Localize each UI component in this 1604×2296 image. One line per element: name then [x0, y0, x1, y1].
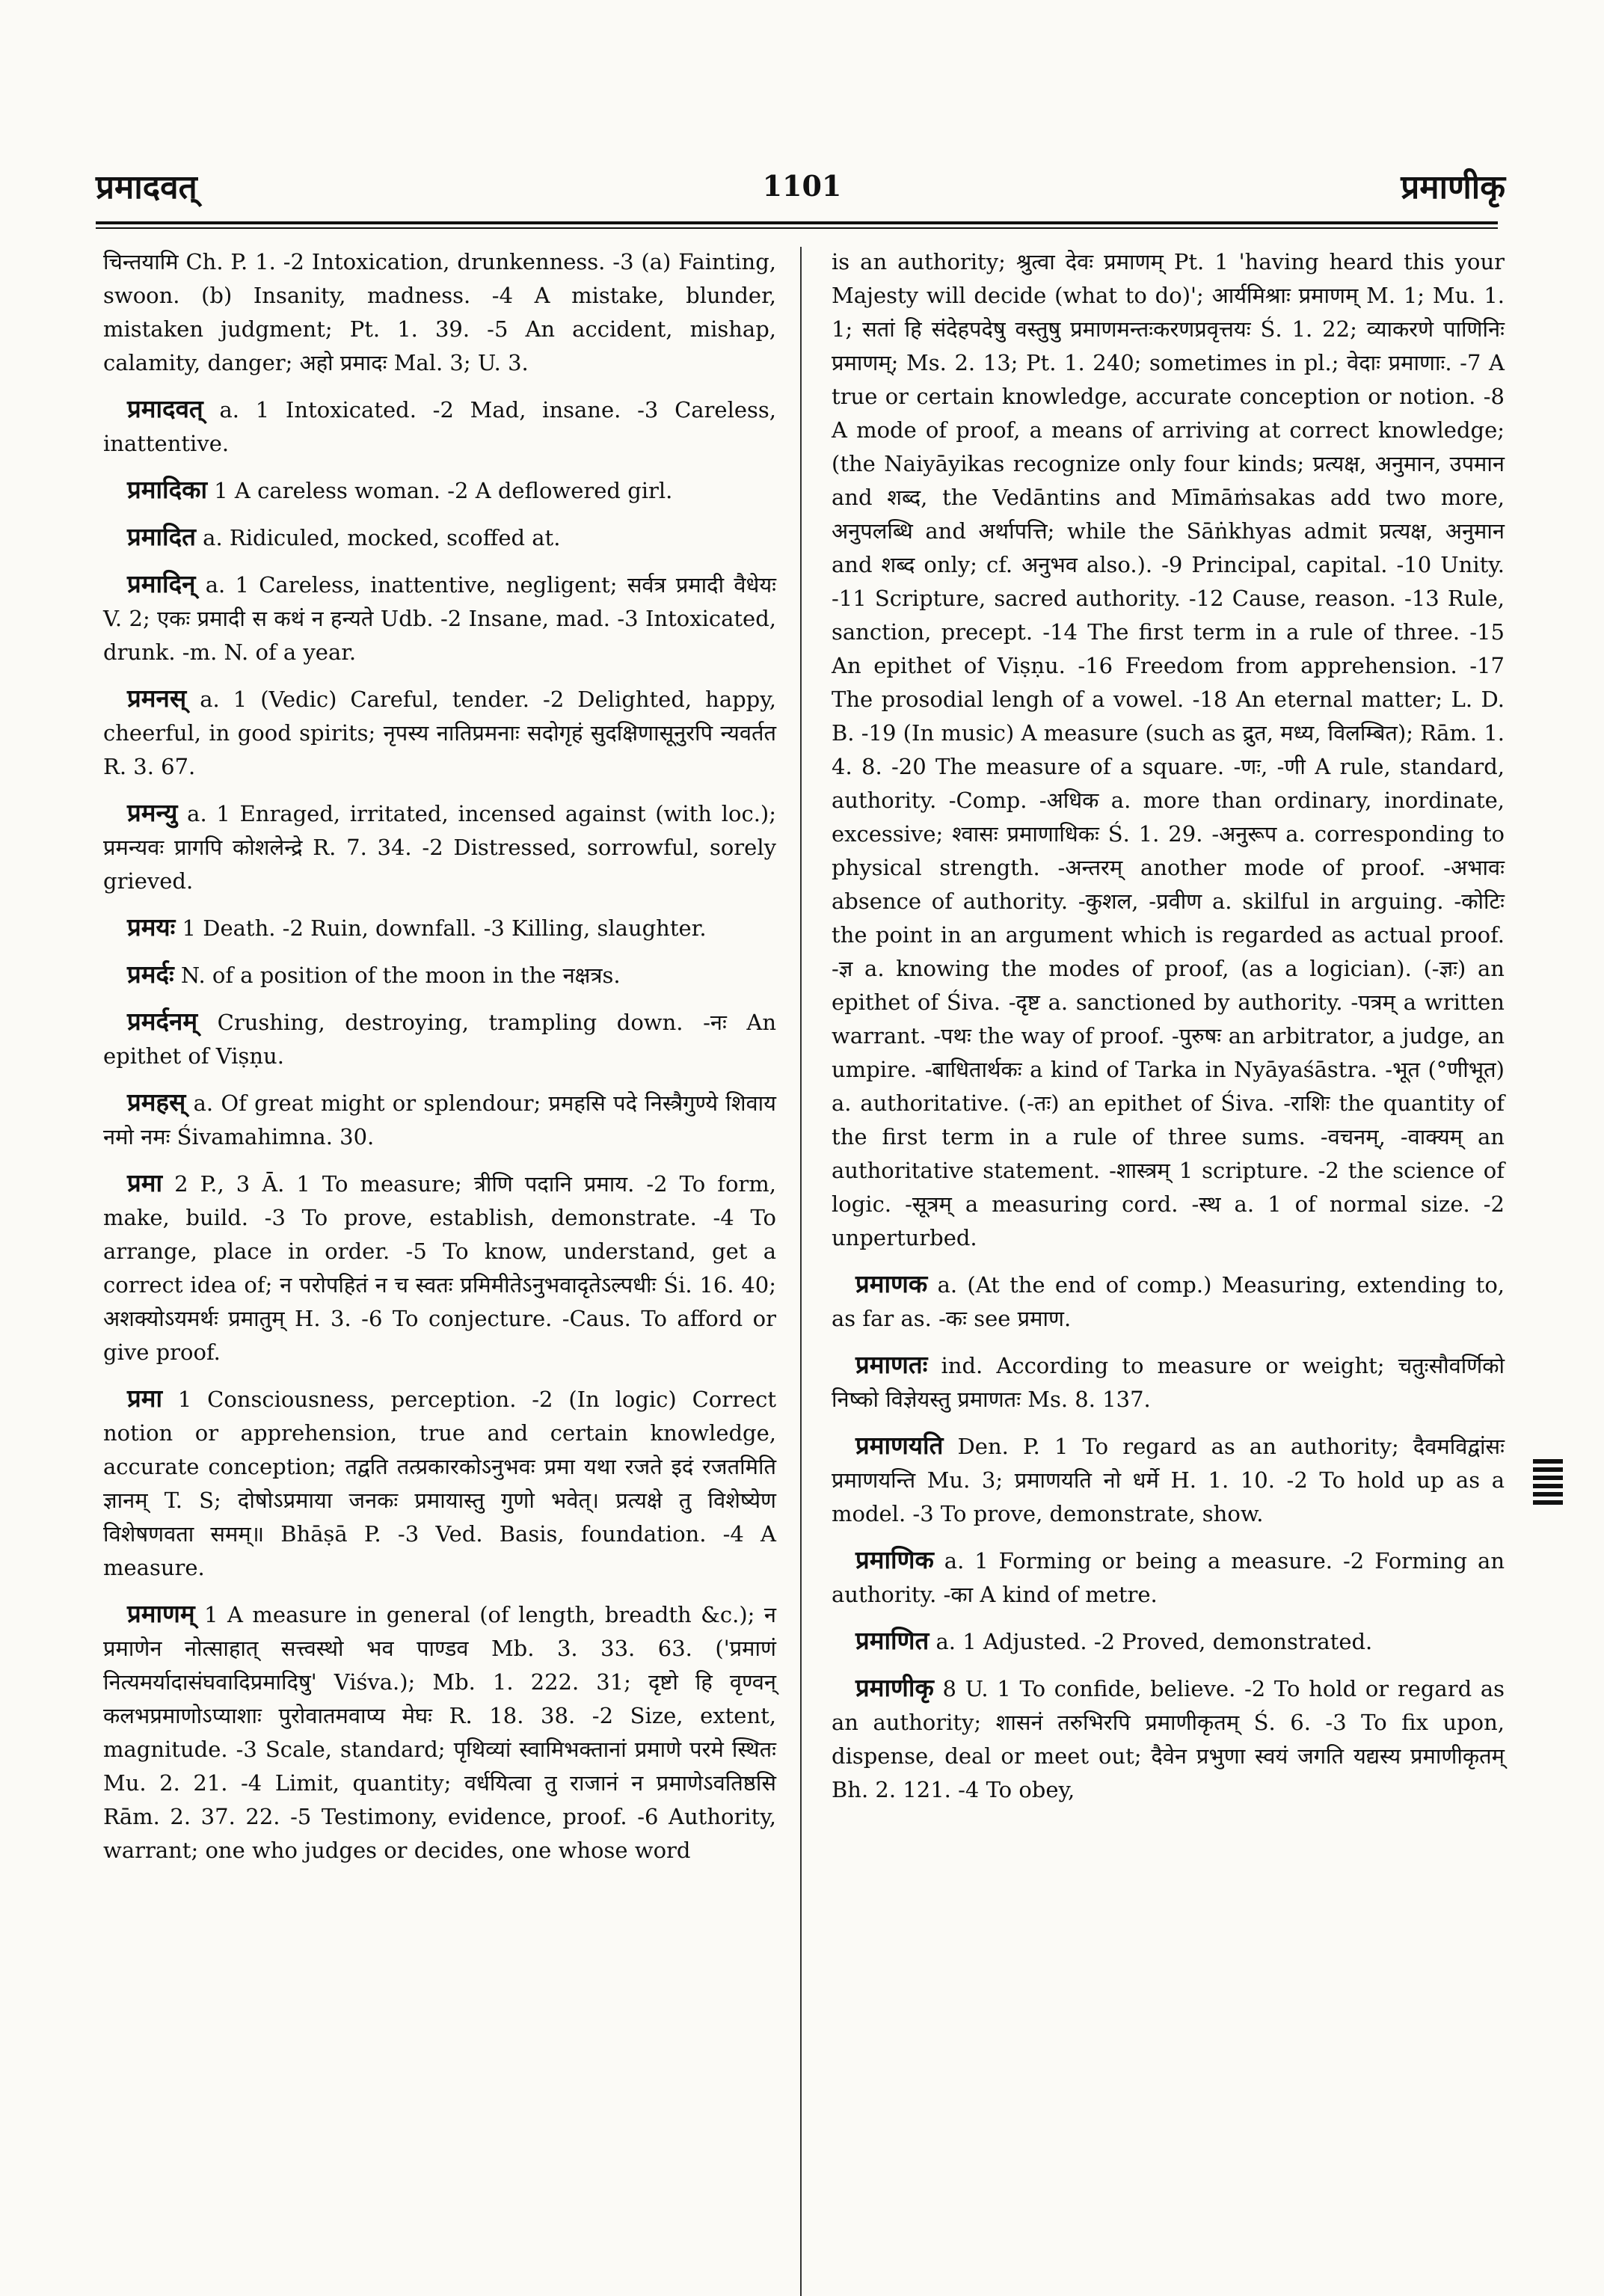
dictionary-entry: [103, 567, 776, 669]
definition-text: a. (At the end of comp.) Measuring, extending to, as far as. -कः see प्रमाण.: [832, 1272, 1505, 1331]
dictionary-entry: [103, 1085, 776, 1154]
headword: प्रमादिन्: [127, 569, 196, 598]
headword: प्रमा: [127, 1384, 163, 1413]
definition-text: Crushing, destroying, trampling down. -नः An epithet of Viṣṇu.: [103, 1010, 777, 1069]
thumb-index-mark: [1533, 1457, 1563, 1505]
headword: प्रमर्दनम्: [127, 1007, 198, 1036]
definition-text: N. of a position of the moon in the नक्षत्रs.: [180, 963, 621, 988]
headword: प्रमादिका: [127, 475, 208, 504]
headword: प्रमनस्: [127, 684, 187, 713]
header-left-word: प्रमादवत्: [96, 168, 197, 206]
definition-text: a. Of great might or splendour; प्रमहसि पदे निस्त्रैगुण्ये शिवाय नमो नमः Śivamahimna. 30.: [103, 1090, 776, 1149]
dictionary-entry: [103, 245, 776, 380]
definition-text: 1 Death. -2 Ruin, downfall. -3 Killing, slaughter.: [182, 915, 707, 941]
headword: प्रमादित: [127, 522, 196, 551]
definition-text: a. 1 Adjusted. -2 Proved, demonstrated.: [935, 1629, 1373, 1654]
right-column: [832, 245, 1505, 1819]
headword: प्रमन्यु: [127, 798, 178, 827]
dictionary-entry: [832, 1624, 1505, 1659]
definition-text: a. 1 Careless, inattentive, negligent; सर्वत्र प्रमादी वैधेयः V. 2; एकः प्रमादी स कथं न हन्यते Udb. -2 Insane, mad. -3 Intoxicated, drunk. -m. N. of a year.: [103, 572, 776, 665]
dictionary-entry: [832, 1348, 1505, 1416]
definition-text: 1 A measure in general (of length, breadth &c.); न प्रमाणेन नोत्साहात् सत्त्वस्थो भव पाण्डव Mb. 3. 33. 63. ('प्रमाणं नित्यमर्यादासंघवादिप्रमादिषु' Viśva.); Mb. 1. 222. 31; दृष्टो हि वृण्वन् कलभप्रमाणोऽप्याशाः पुरोवातमवाप्य मेघः R. 18. 38. -2 Size, extent, magnitude. -3 Scale, standard; पृथिव्यां स्वामिभक्तानां प्रमाणे परमे स्थितः Mu. 2. 21. -4 Limit, quantity; वर्धयित्वा तु राजानं न प्रमाणेऽवतिष्ठसि Rām. 2. 37. 22. -5 Testimony, evidence, proof. -6 Authority, warrant; one who judges or decides, one whose word: [103, 1602, 776, 1863]
headword: प्रमा: [127, 1168, 163, 1197]
definition-text: 8 U. 1 To confide, believe. -2 To hold or regard as an authority; शासनं तरुभिरपि प्रमाणीकृतम् Ś. 6. -3 To fix upon, dispense, deal or meet out; दैवेन प्रभुणा स्वयं जगति यद्यस्य प्रमाणीकृतम् Bh. 2. 121. -4 To obey,: [832, 1676, 1505, 1802]
column-divider: [800, 247, 802, 2296]
headword: प्रमाणयति: [855, 1431, 944, 1460]
dictionary-entry: [832, 1267, 1505, 1336]
definition-text: a. 1 (Vedic) Careful, tender. -2 Delighted, happy, cheerful, in good spirits; नृपस्य नातिप्रमनाः सदोगृहं सुदक्षिणासूनुरपि न्यवर्तत R. 3. 67.: [103, 687, 776, 779]
definition-text: 1 Consciousness, perception. -2 (In logic) Correct notion or apprehension, true and certain knowledge, accurate conception; तद्वति तत्प्रकारकोऽनुभवः प्रमा यथा रजते इदं रजतमिति ज्ञानम् T. S; दोषोऽप्रमाया जनकः प्रमायास्तु गुणो भवेत्। प्रत्यक्षे तु विशेष्येण विशेषणवता समम्॥ Bhāṣā P. -3 Ved. Basis, foundation. -4 A measure.: [103, 1387, 776, 1580]
headword: प्रमाणतः: [855, 1350, 928, 1379]
dictionary-entry: [103, 392, 776, 461]
definition-text: चिन्तयामि Ch. P. 1. -2 Intoxication, drunkenness. -3 (a) Fainting, swoon. (b) Insanity, madness. -4 A mistake, blunder, mistaken judgment; Pt. 1. 39. -5 An accident, mishap, calamity, danger; अहो प्रमादः Mal. 3; U. 3.: [103, 249, 776, 375]
dictionary-entry: [103, 520, 776, 555]
headword: प्रमाणित: [855, 1626, 929, 1655]
definition-text: ind. According to measure or weight; चतुःसौवर्णिको निष्को विज्ञेयस्तु प्रमाणतः Ms. 8. 137.: [832, 1353, 1505, 1412]
dictionary-entry: [103, 473, 776, 508]
dictionary-entry: [103, 796, 776, 898]
definition-text: a. 1 Forming or being a measure. -2 Forming an authority. -का A kind of metre.: [832, 1548, 1505, 1607]
headword: प्रमर्दः: [127, 960, 174, 989]
dictionary-entry: [103, 1166, 776, 1369]
header-right-word: प्रमाणीकृ: [1401, 168, 1505, 206]
dictionary-entry: [103, 1597, 776, 1867]
headword: प्रमाणम्: [127, 1599, 195, 1628]
dictionary-entry: [103, 1381, 776, 1585]
dictionary-entry: [103, 957, 776, 992]
headword: प्रमहस्: [127, 1087, 186, 1117]
headword: प्रमयः: [127, 912, 176, 942]
headword: प्रमाणक: [855, 1269, 928, 1298]
headword: प्रमाणिक: [855, 1545, 934, 1574]
definition-text: is an authority; श्रुत्वा देवः प्रमाणम् Pt. 1 'having heard this your Majesty will decide (what to do)'; आर्यमिश्राः प्रमाणम् M. 1; Mu. 1. 1; सतां हि संदेहपदेषु वस्तुषु प्रमाणमन्तःकरणप्रवृत्तयः Ś. 1. 22; व्याकरणे पाणिनिः प्रमाणम्; Ms. 2. 13; Pt. 1. 240; sometimes in pl.; वेदाः प्रमाणाः. -7 A true or certain knowledge, accurate conception or notion. -8 A mode of proof, a means of arriving at correct knowledge; (the Naiyāyikas recognize only four kinds; प्रत्यक्ष, अनुमान, उपमान and शब्द, the Vedāntins and Mīmāṁsakas add two more, अनुपलब्धि and अर्थापत्ति; while the Sāṅkhyas admit प्रत्यक्ष, अनुमान and शब्द only; cf. अनुभव also.). -9 Principal, capital. -10 Unity. -11 Scripture, sacred authority. -12 Cause, reason. -13 Rule, sanction, precept. -14 The first term in a rule of three. -15 An epithet of Viṣṇu. -16 Freedom from apprehension. -17 The prosodial lengh of a vowel. -18 An eternal matter; L. D. B. -19 (In music) A measure (such as द्रुत, मध्य, विलम्बित); Rām. 1. 4. 8. -20 The measure of a square. -णः, -णी A rule, standard, authority. -Comp. -अधिक a. more than ordinary, inordinate, excessive; श्वासः प्रमाणाधिकः Ś. 1. 29. -अनुरूप a. corresponding to physical strength. -अन्तरम् another mode of proof. -अभावः absence of authority. -कुशल, -प्रवीण a. skilful in arguing. -कोटिः the point in an argument which is regarded as actual proof. -ज्ञ a. knowing the modes of proof, (as a logician). (-ज्ञः) an epithet of Śiva. -दृष्ट a. sanctioned by authority. -पत्रम् a written warrant. -पथः the way of proof. -पुरुषः an arbitrator, a judge, an umpire. -बाधितार्थकः a kind of Tarka in Nyāyaśāstra. -भूत (°णीभूत) a. authoritative. (-तः) an epithet of Śiva. -राशिः the quantity of the first term in a rule of three sums. -वचनम्, -वाक्यम् an authoritative statement. -शास्त्रम् 1 scripture. -2 the science of logic. -सूत्रम् a measuring cord. -स्थ a. 1 of normal size. -2 unperturbed.: [832, 249, 1505, 1250]
dictionary-entry: [103, 681, 776, 784]
dictionary-entry: [832, 1671, 1505, 1807]
definition-text: 1 A careless woman. -2 A deflowered girl.: [214, 478, 673, 503]
dictionary-entry: [103, 910, 776, 945]
definition-text: 2 P., 3 Ā. 1 To measure; त्रीणि पदानि प्रमाय. -2 To form, make, build. -3 To prove, establish, demonstrate. -4 To arrange, place in order. -5 To know, understand, get a correct idea of; न परोपहितं न च स्वतः प्रमिमीतेऽनुभवादृतेऽल्पधीः Śi. 16. 40; अशक्योऽयमर्थः प्रमातुम् H. 3. -6 To conjecture. -Caus. To afford or give proof.: [103, 1171, 777, 1365]
headword: प्रमादवत्: [127, 394, 203, 423]
definition-text: a. 1 Intoxicated. -2 Mad, insane. -3 Careless, inattentive.: [103, 397, 776, 456]
definition-text: Den. P. 1 To regard as an authority; दैवमविद्वांसः प्रमाणयन्ति Mu. 3; प्रमाणयति नो धर्मे H. 1. 10. -2 To hold up as a model. -3 To prove, demonstrate, show.: [832, 1434, 1505, 1526]
dictionary-entry: [103, 1004, 776, 1073]
header-rule: [96, 221, 1498, 224]
dictionary-entry: [832, 1428, 1505, 1531]
header-rule-thin: [96, 227, 1498, 229]
page-number: 1101: [762, 169, 842, 203]
dictionary-entry: [832, 245, 1505, 1255]
dictionary-entry: [832, 1543, 1505, 1612]
definition-text: a. Ridiculed, mocked, scoffed at.: [203, 525, 561, 550]
headword: प्रमाणीकृ: [855, 1673, 934, 1702]
left-column: [103, 245, 776, 1879]
definition-text: a. 1 Enraged, irritated, incensed against (with loc.); प्रमन्यवः प्रागपि कोशलेन्द्रे R. 7. 34. -2 Distressed, sorrowful, sorely grieved.: [103, 801, 777, 894]
